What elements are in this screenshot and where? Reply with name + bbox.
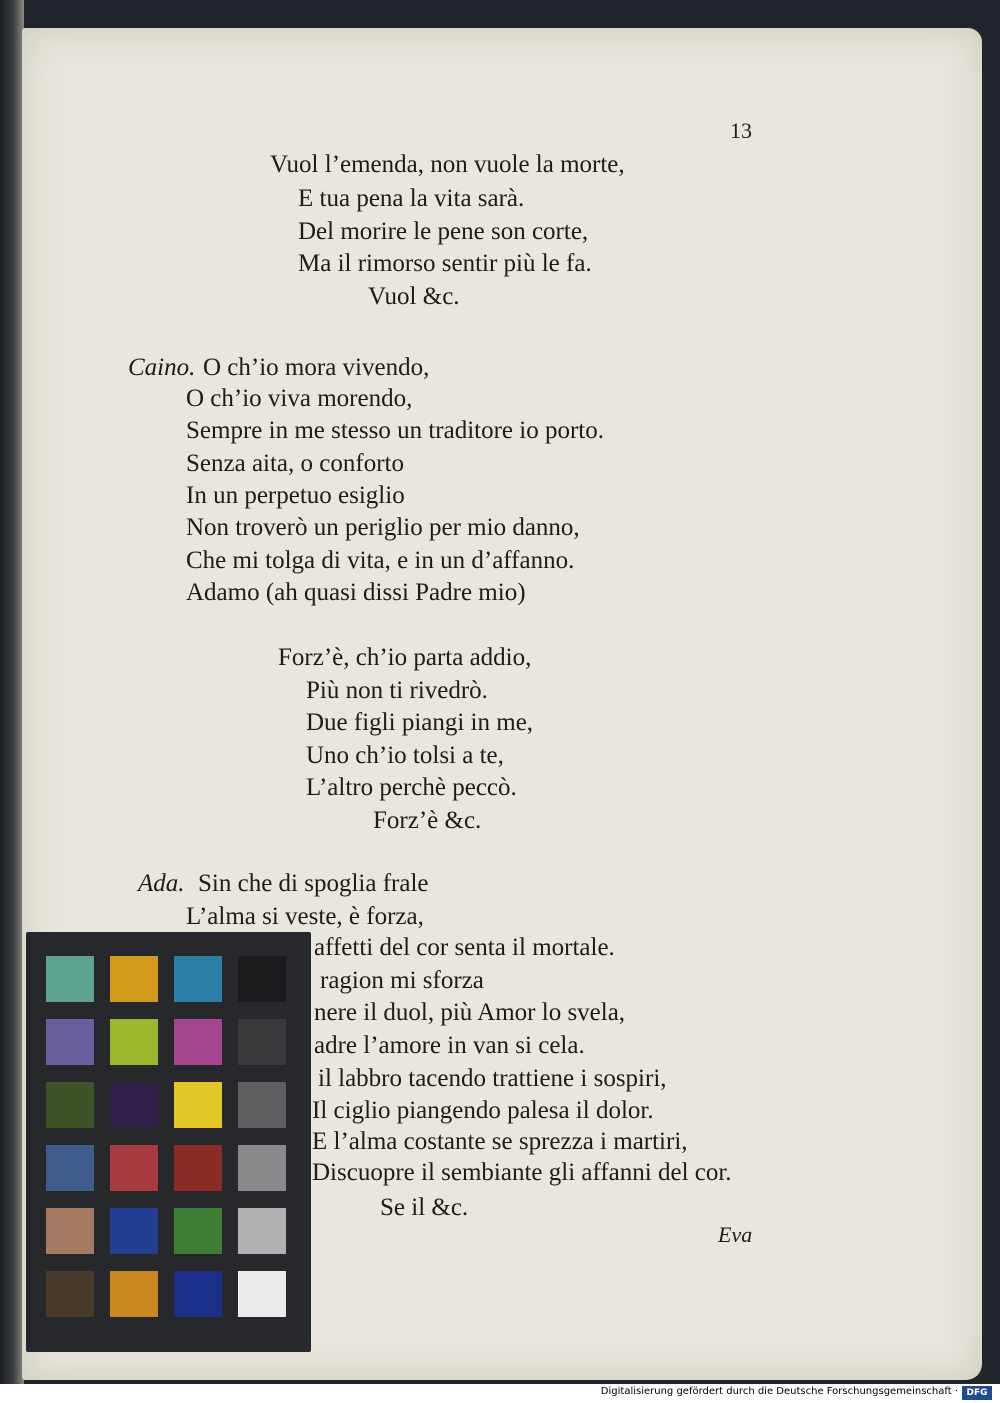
verse-line: nere il duol, più Amor lo svela, bbox=[314, 999, 626, 1026]
color-patch bbox=[46, 1082, 94, 1128]
color-patch bbox=[110, 1082, 158, 1128]
verse-line: E tua pena la vita sarà. bbox=[298, 185, 525, 212]
verse-refrain: Vuol &c. bbox=[368, 283, 460, 310]
color-patch bbox=[110, 1208, 158, 1254]
color-patch bbox=[238, 1145, 286, 1191]
verse-line: ragion mi sforza bbox=[320, 967, 484, 994]
color-patch bbox=[110, 956, 158, 1002]
color-patch bbox=[238, 956, 286, 1002]
verse-line: adre l’amore in van si cela. bbox=[314, 1032, 585, 1059]
color-patch bbox=[174, 1082, 222, 1128]
speaker-ada: Ada. bbox=[138, 870, 185, 897]
verse-line: In un perpetuo esiglio bbox=[186, 482, 405, 509]
verse-line: affetti del cor senta il mortale. bbox=[314, 934, 615, 961]
verse-line: Adamo (ah quasi dissi Padre mio) bbox=[186, 579, 526, 606]
color-patch bbox=[174, 1145, 222, 1191]
color-patch bbox=[238, 1208, 286, 1254]
color-patch bbox=[174, 1019, 222, 1065]
color-patch bbox=[238, 1271, 286, 1317]
speaker-caino: Caino. bbox=[128, 354, 196, 381]
color-patch bbox=[46, 1208, 94, 1254]
dfg-logo: DFG bbox=[962, 1386, 992, 1400]
color-patch bbox=[110, 1145, 158, 1191]
verse-line: Il ciglio piangendo palesa il dolor. bbox=[312, 1097, 654, 1124]
verse-line: E l’alma costante se sprezza i martiri, bbox=[312, 1128, 688, 1155]
color-patch bbox=[238, 1082, 286, 1128]
verse-line: Che mi tolga di vita, e in un d’affanno. bbox=[186, 547, 575, 574]
color-patch bbox=[110, 1271, 158, 1317]
verse-line: Discuopre il sembiante gli affanni del cor. bbox=[312, 1159, 732, 1186]
color-patch bbox=[46, 1019, 94, 1065]
color-patch bbox=[110, 1019, 158, 1065]
verse-line: il labbro tacendo trattiene i sospiri, bbox=[318, 1065, 667, 1092]
verse-line: L’altro perchè peccò. bbox=[306, 774, 517, 801]
verse-refrain: Forz’è &c. bbox=[373, 807, 482, 834]
verse-line: Non troverò un periglio per mio danno, bbox=[186, 514, 580, 541]
color-patch bbox=[174, 1208, 222, 1254]
color-patch bbox=[46, 1271, 94, 1317]
verse-line: O ch’io viva morendo, bbox=[186, 385, 413, 412]
verse-line: Del morire le pene son corte, bbox=[298, 218, 589, 245]
color-patch bbox=[46, 956, 94, 1002]
color-patch bbox=[238, 1019, 286, 1065]
verse-line: Sempre in me stesso un traditore io porto. bbox=[186, 417, 604, 444]
verse-line: Forz’è, ch’io parta addio, bbox=[278, 644, 532, 671]
color-calibration-chart bbox=[26, 932, 311, 1352]
catchword: Eva bbox=[718, 1222, 753, 1247]
footer-bar bbox=[0, 1384, 1000, 1403]
verse-line: Uno ch’io tolsi a te, bbox=[306, 742, 504, 769]
color-patch bbox=[46, 1145, 94, 1191]
verse-line: Vuol l’emenda, non vuole la morte, bbox=[270, 151, 625, 178]
verse-line: Sin che di spoglia frale bbox=[198, 870, 429, 897]
funding-credit: Digitalisierung gefördert durch die Deutsche Forschungsgemeinschaft · bbox=[600, 1386, 958, 1397]
color-patch bbox=[174, 956, 222, 1002]
book-binding-edge bbox=[0, 0, 24, 1384]
verse-line: Senza aita, o conforto bbox=[186, 450, 404, 477]
verse-line: L’alma si veste, è forza, bbox=[186, 903, 424, 930]
verse-line: O ch’io mora vivendo, bbox=[203, 354, 430, 381]
verse-refrain: Se il &c. bbox=[380, 1194, 469, 1221]
verse-line: Ma il rimorso sentir più le fa. bbox=[298, 250, 592, 277]
page-number: 13 bbox=[730, 118, 752, 143]
verse-line: Più non ti rivedrò. bbox=[306, 677, 488, 704]
color-patch bbox=[174, 1271, 222, 1317]
verse-line: Due figli piangi in me, bbox=[306, 709, 534, 736]
